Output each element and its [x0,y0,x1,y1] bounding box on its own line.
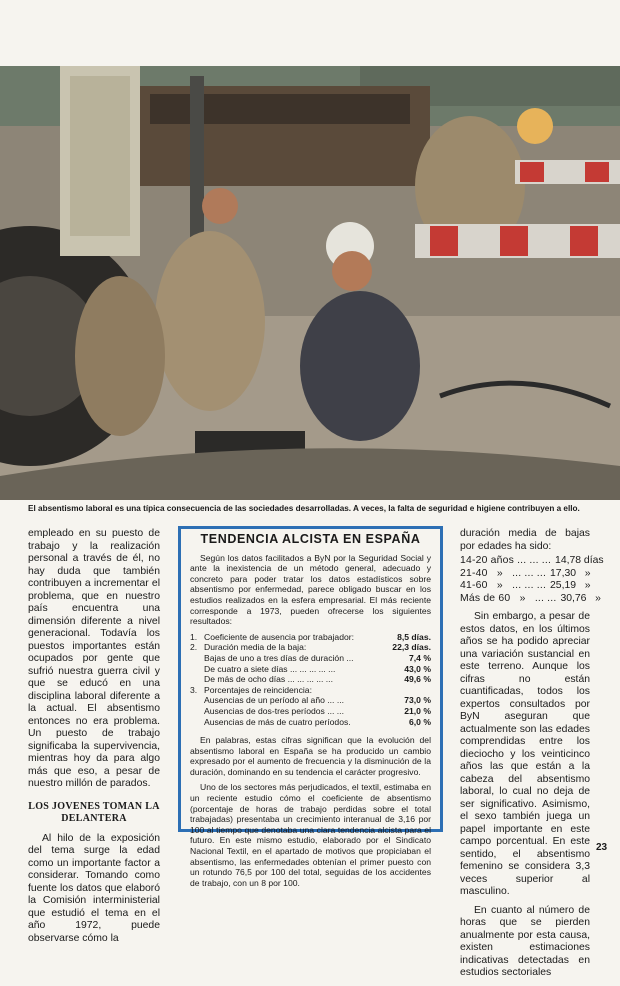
stat-row: 1. Coeficiente de ausencia por trabajador: 8,5 días. [190,631,431,642]
left-paragraph-2: Al hilo de la exposición del tema surge la edad como un importante factor a considerar. Tomando como fuente los datos que elaboró la Comisión interministerial que estudió el tema en el año 1972, puede observarse cómo la [28,832,160,944]
right-paragraph-2: En cuanto al número de horas que se pierden anualmente por esta causa, existen estimaciones indicativas detectadas en estudios sectoriales [460,904,590,978]
stat-row: De más de ocho días ... ... ... ... ... 49,6 % [204,674,431,685]
left-paragraph-1: empleado en su puesto de trabajo y la realización personal a través de él, no hay duda que también contribuyen a incrementar el problema, que en nuestro país encuentra una dimensión diferente a nivel generacional. Todavía los puestos importantes están ocupados por gente que sufrió nuestra guerra civil y que se educó en una disciplina laboral diferente a la actual. El absentismo entonces no era problema. Un puesto de trabajo significaba la supervivencia, mientras hoy da para algo más que eso, a pesar de nuestro millón de parados. [28,528,160,789]
right-intro: duración media de bajas por edades ha sido: [460,528,590,552]
box-paragraph-2: En palabras, estas cifras significan que la evolución del absentismo laboral en España se ha producido un cambio expresado por el aumento de frecuencia y la disminución de la duración, dominando en su tendencia el carácter progresivo. [190,735,431,777]
stat-row: Ausencias de un período al año ... ... 73,0 % [204,695,431,706]
stat-row: Ausencias de dos-tres períodos ... ... 21,0 % [204,705,431,716]
box-intro: Según los datos facilitados a ByN por la Seguridad Social y ante la inexistencia de un método general, adecuado y concreto para poder tratar los datos estadísticos sobre absentismo por enfermedad, parece obligado buscar en los estudios realizados en la esfera empresarial. El más reciente corresponde a 1973, pueden ofrecerse los siguientes resultados: [190,552,431,627]
workers-illustration [0,66,620,500]
page-number: 23 [596,842,608,853]
box-title: TENDENCIA ALCISTA EN ESPAÑA [200,532,421,546]
box-paragraph-3: Uno de los sectores más perjudicados, el textil, estimaba en un reciente estudio cómo el coeficiente de absentismo (porcentaje de horas de trabajo perdidas sobre el total trabajadas) presentaba un crecimiento interanual de 3,16 por 100 al tiempo que denotaba una clara tendencia alcista para el futuro. En este mismo estudio, elaborado por el Sindicato Nacional Textil, en el apartado de motivos que propiciaban el absentismo, las enfermedades obtenían el primer puesto con un rotundo 76,5 por 100 del total, seguidas de los accidentes de trabajo, con un 8 por 100. [190,782,431,888]
stat-row: Ausencias de más de cuatro períodos. 6,0 % [204,716,431,727]
age-row: 14-20 años ... ... ... 14,78 días [460,555,604,566]
right-paragraph-1: Sin embargo, a pesar de estos datos, en los últimos años se ha podido apreciar una variación sustancial en este terreno. Aunque los cifras no están cuantificadas, todos los expertos consultados por ByN aseguran que actualmente son las edades comprendidas entre los dieciocho y los veinticinco años las que están a la cabeza del absentismo laboral, lo cual no deja de ser significativo. Asimismo, el sexo también juega un papel importante en este campo porcentual. En este sentido, el absentismo femenino se considera 3,3 veces superior al masculino. [460,611,590,897]
photo-workers-on-break [0,66,620,500]
photo-caption: El absentismo laboral es una típica consecuencia de las sociedades desarrolladas. A veces, la falta de seguridad e higiene contribuyen a ello. [28,504,580,513]
stat-row: 2. Duración media de la baja: 22,3 días. [190,642,431,653]
age-row: 21-40 » ... ... ... 17,30 » [460,567,591,579]
box-stats-list [190,632,431,727]
left-column [28,528,160,951]
stat-row: 3. Porcentajes de reincidencia: [190,684,312,695]
age-row: Más de 60 » ... ... 30,76 » [460,592,601,604]
sidebar-box [178,526,443,888]
age-duration-table [460,555,604,605]
stat-row: Bajas de uno a tres días de duración ... 7,4 % [204,652,431,663]
age-row: 41-60 » ... ... ... 25,19 » [460,580,591,591]
section-subhead: LOS JOVENES TOMAN LA DELANTERA [28,800,160,824]
stat-row: De cuatro a siete días ... ... ... ... ... 43,0 % [204,663,431,674]
